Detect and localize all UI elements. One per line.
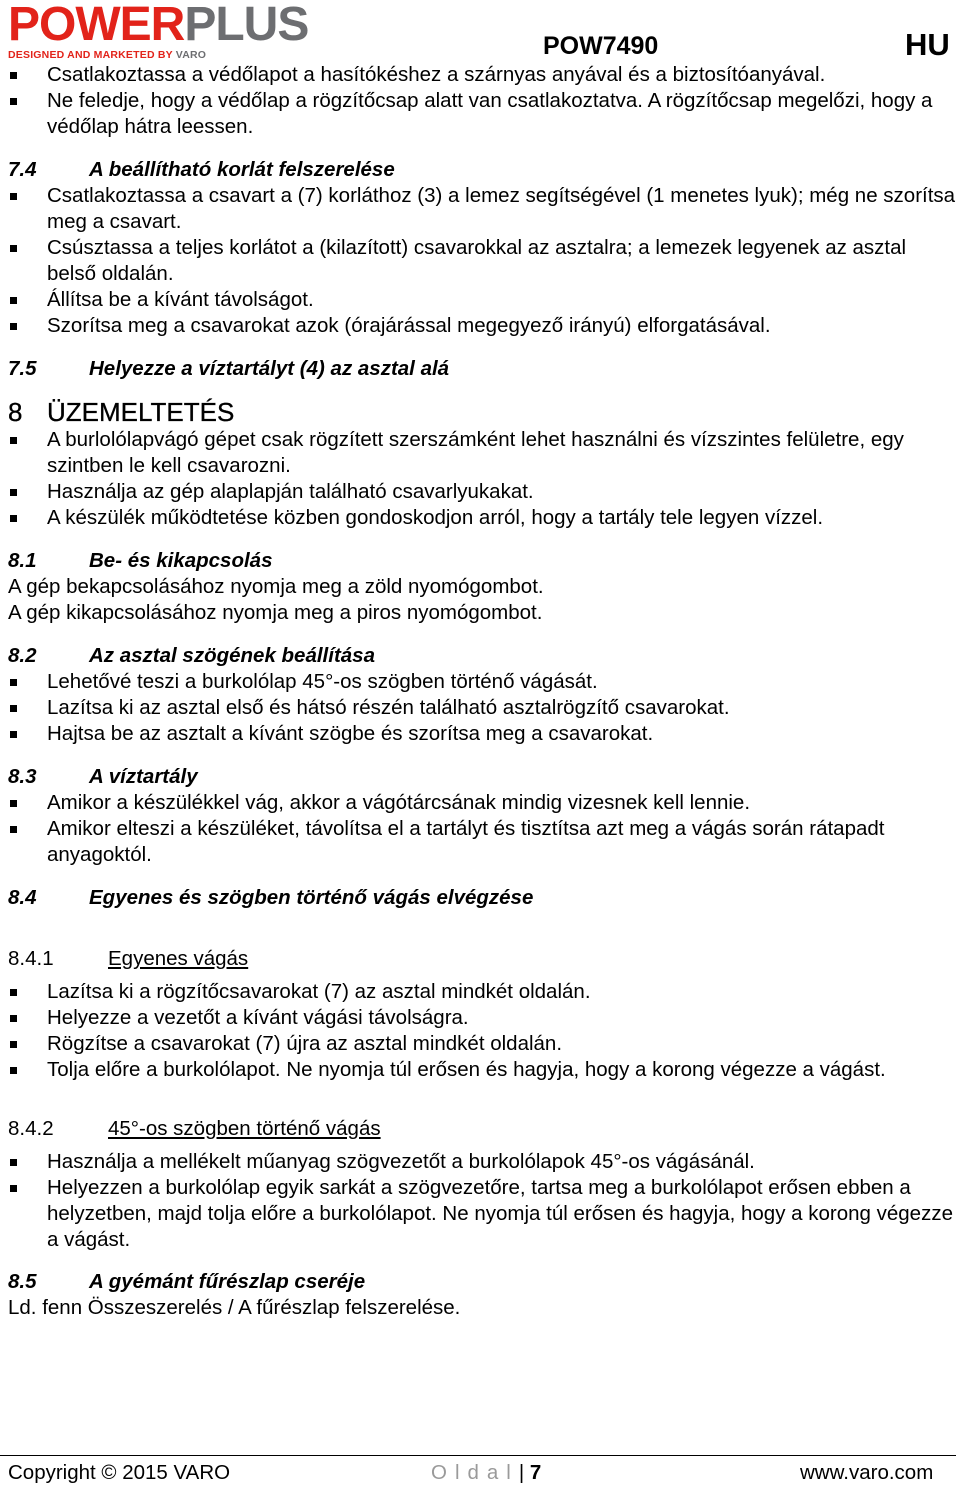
chapter-heading-8: 8 ÜZEMELTETÉS	[8, 397, 235, 427]
website-text: www.varo.com	[800, 1461, 934, 1484]
copyright-text: Copyright © 2015 VARO	[8, 1461, 231, 1484]
document-body	[8, 62, 956, 1321]
list-item: Állítsa be a kívánt távolságot.	[8, 287, 956, 313]
paragraph-line: Ld. fenn Összeszerelés / A fűrészlap felszerelése.	[8, 1296, 461, 1319]
section-heading-8-2: 8.2 Az asztal szögének beállítása	[8, 644, 375, 667]
list-item: A készülék működtetése közben gondoskodjon arról, hogy a tartály tele legyen vízzel.	[8, 505, 956, 531]
list-item: Csatlakoztassa a védőlapot a hasítókéshez a szárnyas anyával és a biztosítóanyával.	[8, 62, 956, 88]
subsection-heading-8-4-2: 8.4.2 45°-os szögben történő vágás	[8, 1117, 381, 1140]
list-item: Szorítsa meg a csavarokat azok (órajárással megegyező irányú) elforgatásával.	[8, 313, 956, 339]
list-item: Tolja előre a burkolólapot. Ne nyomja túl erősen és hagyja, hogy a korong végezze a vágást.	[8, 1057, 956, 1083]
list-item: A burlolólapvágó gépet csak rögzített szerszámként lehet használni és vízszintes felületre, egy szintben le kell csavarozni.	[8, 427, 956, 479]
section-heading-8-4: 8.4 Egyenes és szögben történő vágás elvégzése	[8, 886, 534, 909]
list-item: Lazítsa ki a rögzítőcsavarokat (7) az asztal mindkét oldalán.	[8, 979, 956, 1005]
list-item: Ne feledje, hogy a védőlap a rögzítőcsap alatt van csatlakoztatva. A rögzítőcsap megelőzi, hogy a védőlap hátra leessen.	[8, 88, 956, 140]
footer-divider	[0, 1455, 956, 1456]
list-item: Csúsztassa a teljes korlátot a (kilazított) csavarokkal az asztalra; a lemezek legyenek az asztal belső oldalán.	[8, 235, 956, 287]
list-item: Amikor a készülékkel vág, akkor a vágótárcsának mindig vizesnek kell lennie.	[8, 790, 956, 816]
intro-bullet-list	[8, 62, 956, 140]
logo-tagline: DESIGNED AND MARKETED BY VARO	[8, 49, 207, 61]
list-item: Lehetővé teszi a burkolólap 45°-os szögben történő vágását.	[8, 669, 956, 695]
section-heading-8-3: 8.3 A víztartály	[8, 765, 198, 788]
list-item: Amikor elteszi a készüléket, távolítsa el a tartályt és tisztítsa azt meg a vágás során rátapadt anyagoktól.	[8, 816, 956, 868]
list-item: Használja az gép alaplapján található csavarlyukakat.	[8, 479, 956, 505]
list-item: Használja a mellékelt műanyag szögvezetőt a burkolólapok 45°-os vágásánál.	[8, 1149, 956, 1175]
list-item: Helyezzen a burkolólap egyik sarkát a szögvezetőre, tartsa meg a burkolólapot erősen ebben a helyzetben, majd tolja előre a burkolólapot. Ne nyomja túl erősen és hagyja, hogy a korong végezze a vágást.	[8, 1175, 956, 1253]
page-separator: |	[518, 1461, 525, 1484]
logo-wordmark: POWERPLUS	[8, 0, 309, 51]
language-code: HU	[905, 27, 950, 62]
list-item: Lazítsa ki az asztal első és hátsó részén található asztalrögzítő csavarokat.	[8, 695, 956, 721]
list-item: Hajtsa be az asztalt a kívánt szögbe és szorítsa meg a csavarokat.	[8, 721, 956, 747]
page-number: 7	[529, 1461, 542, 1484]
section-heading-8-1: 8.1 Be- és kikapcsolás	[8, 549, 273, 572]
list-item: Csatlakoztassa a csavart a (7) korláthoz (3) a lemez segítségével (1 menetes lyuk); még ne szorítsa meg a csavart.	[8, 183, 956, 235]
section-heading-7-4: 7.4 A beállítható korlát felszerelése	[8, 158, 395, 181]
page-label: Oldal	[431, 1461, 519, 1484]
list-item: Rögzítse a csavarokat (7) újra az asztal mindkét oldalán.	[8, 1031, 956, 1057]
list-item: Helyezze a vezetőt a kívánt vágási távolságra.	[8, 1005, 956, 1031]
subsection-heading-8-4-1: 8.4.1 Egyenes vágás	[8, 947, 249, 970]
paragraph-line: A gép kikapcsolásához nyomja meg a piros nyomógombot.	[8, 601, 543, 624]
paragraph-line: A gép bekapcsolásához nyomja meg a zöld nyomógombot.	[8, 575, 544, 598]
brand-logo	[8, 0, 400, 61]
model-number: POW7490	[543, 32, 659, 60]
section-heading-8-5: 8.5 A gyémánt fűrészlap cseréje	[8, 1270, 366, 1293]
page-indicator	[431, 1461, 541, 1485]
section-heading-7-5: 7.5 Helyezze a víztartályt (4) az asztal alá	[8, 357, 450, 380]
